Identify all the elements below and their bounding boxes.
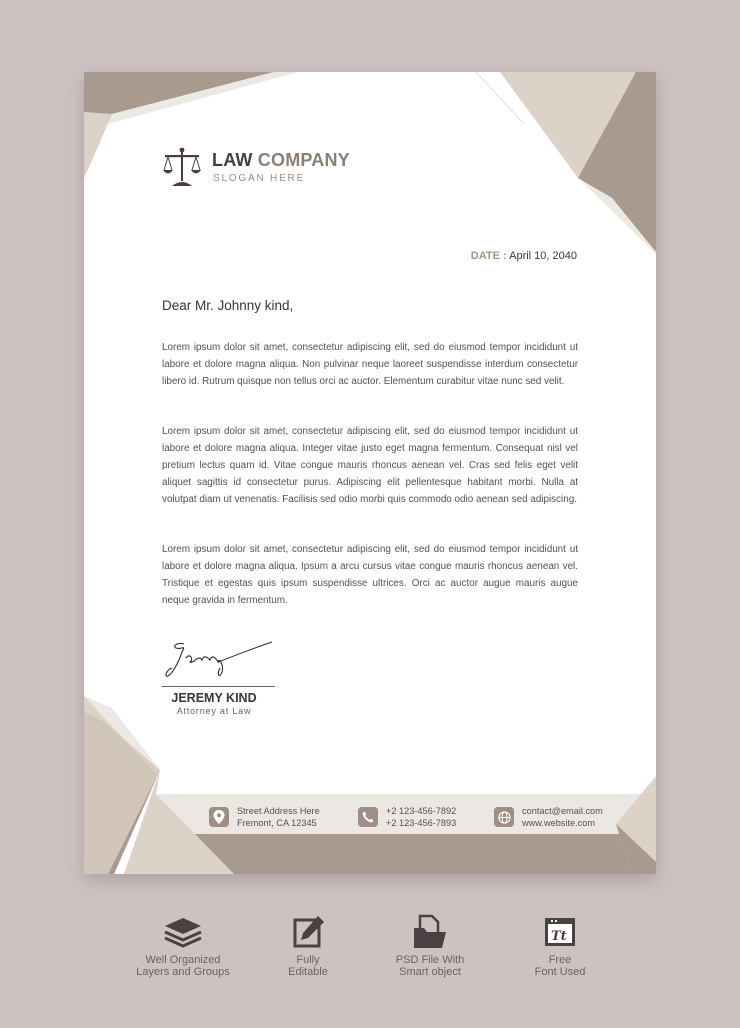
feature-psd-line-1: PSD File With (395, 954, 465, 966)
address-line-2: Fremont, CA 12345 (237, 818, 317, 828)
file-folder-icon (410, 914, 450, 950)
feature-list (0, 914, 740, 984)
contact-address (209, 802, 320, 832)
greeting: Dear Mr. Johnny kind, (162, 298, 294, 313)
date-value: April 10, 2040 (509, 250, 577, 262)
phone-icon (358, 807, 378, 827)
feature-layers-line-2: Layers and Groups (136, 966, 230, 978)
feature-layers-line-1: Well Organized (145, 954, 221, 966)
body-paragraph-1: Lorem ipsum dolor sit amet, consectetur adipiscing elit, sed do eiusmod tempor incididunt ut labore et dolore magna aliqua. Non pulvinar neque laoreet suspendisse interdum consectetur libero id. Rutrum quisque non tellus orci ac auctor. Elementum curabitur vitae nunc sed velit. (162, 342, 578, 387)
feature-editable-line-1: Fully (296, 954, 320, 966)
feature-font (495, 914, 625, 978)
feature-font-line-1: Free (548, 954, 572, 966)
contact-web (494, 802, 603, 832)
feature-layers (118, 914, 248, 978)
body-paragraph-3: Lorem ipsum dolor sit amet, consectetur adipiscing elit, sed do eiusmod tempor incididunt ut labore et dolore magna aliqua. Ipsum a arcu cursus vitae congue mauris rhoncus aenean vel. Tristique et egestas quis ipsum suspendisse ultrices. Orci ac auctor augue mauris augue neque gravida in fermentum. (162, 544, 578, 606)
edit-icon (288, 914, 328, 950)
feature-font-line-2: Font Used (534, 966, 586, 978)
website-text: www.website.com (522, 818, 596, 828)
signer-title: Attorney at Law (176, 706, 252, 716)
location-pin-icon (209, 807, 229, 827)
layers-icon (163, 914, 203, 950)
handwritten-signature (164, 638, 274, 686)
company-slogan: SLOGAN HERE (213, 173, 306, 184)
font-icon (540, 914, 580, 950)
scales-of-justice-icon (162, 146, 202, 190)
address-line-1: Street Address Here (237, 806, 320, 816)
globe-icon (494, 807, 514, 827)
company-logo (162, 146, 362, 192)
email-text: contact@email.com (522, 806, 603, 816)
contact-phone (358, 802, 456, 832)
feature-editable-line-2: Editable (288, 966, 328, 978)
signer-name: JEREMY KIND (171, 691, 257, 705)
body-paragraph-2: Lorem ipsum dolor sit amet, consectetur adipiscing elit, sed do eiusmod tempor incididunt ut labore et dolore magna aliqua. Integer vitae justo eget magna fermentum. Consequat nisl vel pretium lectus quam id. Vitae congue mauris rhoncus aenean vel. Cras sed felis eget velit aliquet sagittis id consectetur purus. Adipiscing elit pellentesque habitant morbi. Nulla at volutpat diam ut venenatis. Facilisis sed odio morbi quis commodo odio aenean sed adipiscing. (162, 426, 578, 505)
signature-line (162, 686, 275, 687)
company-name: LAW COMPANY (212, 150, 350, 170)
feature-editable (243, 914, 373, 978)
date-label: DATE : (470, 250, 507, 262)
phone-line-2: +2 123-456-7893 (386, 818, 457, 828)
letterhead-page (84, 72, 656, 874)
letter-date (471, 250, 577, 262)
phone-line-1: +2 123-456-7892 (386, 806, 457, 816)
feature-psd (365, 914, 495, 978)
feature-psd-line-2: Smart object (399, 966, 461, 978)
svg-text:Tt: Tt (551, 929, 567, 944)
